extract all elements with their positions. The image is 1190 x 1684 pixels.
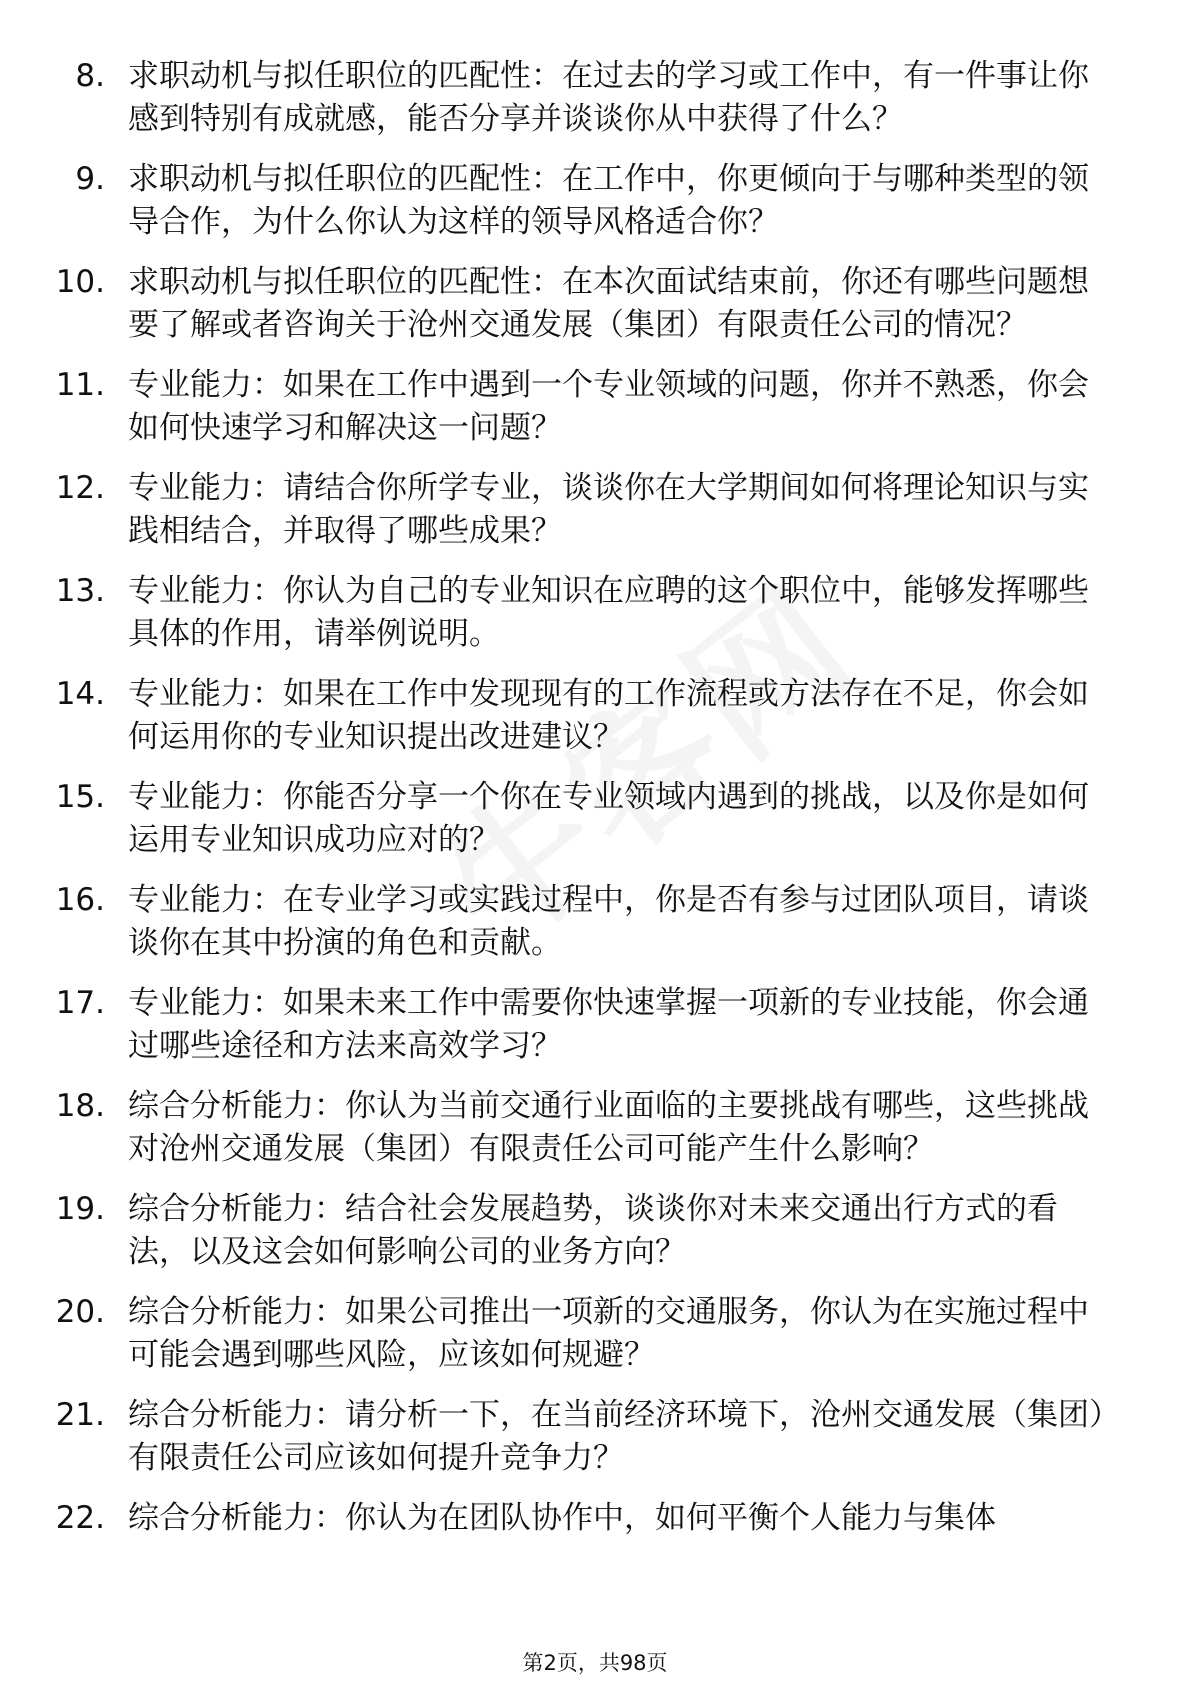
question-number: 19.	[55, 1191, 105, 1227]
question-number: 16.	[55, 882, 105, 918]
question-item	[0, 1085, 1190, 1171]
question-item	[0, 261, 1190, 347]
question-item	[0, 158, 1190, 244]
question-number: 22.	[55, 1500, 105, 1536]
question-item	[0, 467, 1190, 553]
question-text: 综合分析能力：你认为在团队协作中，如何平衡个人能力与集体	[128, 1500, 996, 1536]
question-text: 专业能力：请结合你所学专业，谈谈你在大学期间如何将理论知识与实践相结合，并取得了哪些成果？	[128, 470, 1089, 549]
question-text: 专业能力：如果在工作中遇到一个专业领域的问题，你并不熟悉，你会如何快速学习和解决这一问题？	[128, 367, 1089, 446]
question-number: 14.	[55, 676, 105, 712]
question-item	[0, 55, 1190, 141]
question-number: 20.	[55, 1294, 105, 1330]
question-number: 17.	[55, 985, 105, 1021]
question-item	[0, 1291, 1190, 1377]
question-text: 专业能力：你认为自己的专业知识在应聘的这个职位中，能够发挥哪些具体的作用，请举例说明。	[128, 573, 1089, 652]
question-text: 专业能力：在专业学习或实践过程中，你是否有参与过团队项目，请谈谈你在其中扮演的角色和贡献。	[128, 882, 1089, 961]
question-text: 综合分析能力：请分析一下，在当前经济环境下，沧州交通发展（集团）有限责任公司应该如何提升竞争力？	[128, 1397, 1105, 1476]
question-item	[0, 1188, 1190, 1274]
question-item	[0, 982, 1190, 1068]
question-number: 11.	[55, 367, 105, 403]
question-item	[0, 570, 1190, 656]
question-text: 专业能力：如果未来工作中需要你快速掌握一项新的专业技能，你会通过哪些途径和方法来高效学习？	[128, 985, 1089, 1064]
question-text: 求职动机与拟任职位的匹配性：在工作中，你更倾向于与哪种类型的领导合作，为什么你认为这样的领导风格适合你？	[128, 161, 1089, 240]
question-text: 综合分析能力：如果公司推出一项新的交通服务，你认为在实施过程中可能会遇到哪些风险，应该如何规避？	[128, 1294, 1089, 1373]
question-text: 专业能力：如果在工作中发现现有的工作流程或方法存在不足，你会如何运用你的专业知识提出改进建议？	[128, 676, 1089, 755]
question-text: 综合分析能力：你认为当前交通行业面临的主要挑战有哪些，这些挑战对沧州交通发展（集团）有限责任公司可能产生什么影响？	[128, 1088, 1089, 1167]
question-number: 9.	[75, 161, 105, 197]
question-item	[0, 673, 1190, 759]
question-number: 13.	[55, 573, 105, 609]
question-item	[0, 879, 1190, 965]
question-number: 21.	[55, 1397, 105, 1433]
question-text: 综合分析能力：结合社会发展趋势，谈谈你对未来交通出行方式的看法，以及这会如何影响公司的业务方向？	[128, 1191, 1058, 1270]
question-number: 15.	[55, 779, 105, 815]
question-item	[0, 1497, 1190, 1540]
question-text: 求职动机与拟任职位的匹配性：在过去的学习或工作中，有一件事让你感到特别有成就感，能否分享并谈谈你从中获得了什么？	[128, 58, 1089, 137]
question-number: 8.	[75, 58, 105, 94]
question-item	[0, 364, 1190, 450]
page-footer: 第2页，共98页	[522, 1651, 668, 1675]
question-item	[0, 1394, 1190, 1480]
question-number: 12.	[55, 470, 105, 506]
question-number: 10.	[55, 264, 105, 300]
question-number: 18.	[55, 1088, 105, 1124]
question-item	[0, 776, 1190, 862]
question-list	[0, 55, 1190, 1557]
question-text: 求职动机与拟任职位的匹配性：在本次面试结束前，你还有哪些问题想要了解或者咨询关于沧州交通发展（集团）有限责任公司的情况？	[128, 264, 1089, 343]
question-text: 专业能力：你能否分享一个你在专业领域内遇到的挑战，以及你是如何运用专业知识成功应对的？	[128, 779, 1089, 858]
